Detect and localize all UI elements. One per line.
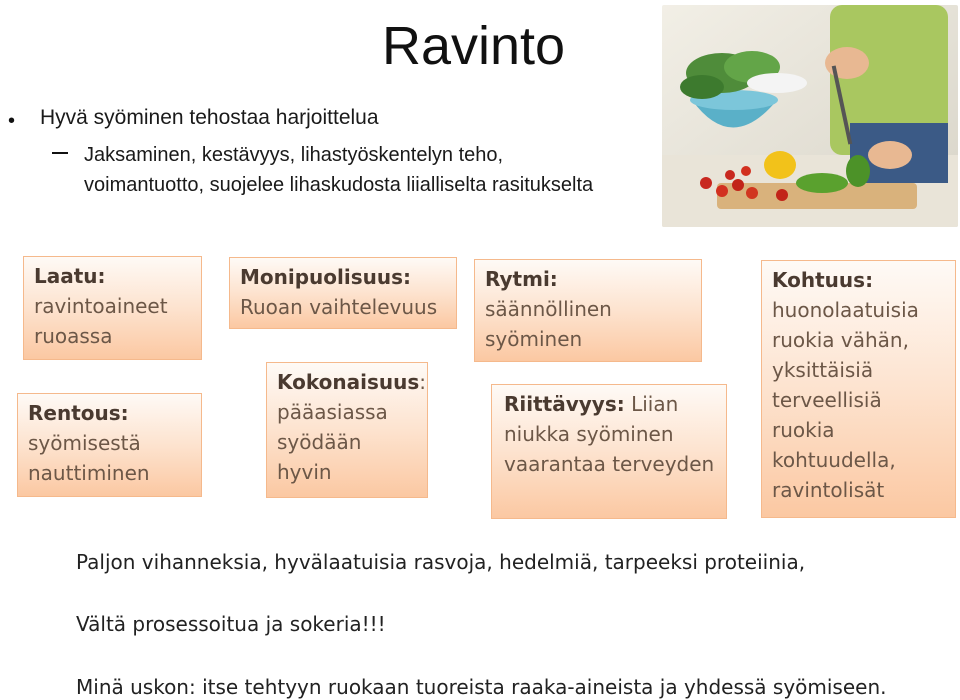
box-rentous	[17, 393, 202, 497]
box-kohtuus	[761, 260, 956, 518]
box-kokonaisuus-label: Kokonaisuus	[277, 370, 420, 394]
slide-title: Ravinto	[382, 16, 566, 76]
box-rentous-label: Rentous:	[28, 401, 129, 425]
cooking-photo	[662, 5, 958, 227]
bottom-line-1: Paljon vihanneksia, hyvälaatuisia rasvoja, hedelmiä, tarpeeksi proteiinia,	[76, 550, 806, 574]
box-kokonaisuus-text: pääasiassa syödään hyvin	[277, 400, 388, 484]
box-rytmi	[474, 259, 702, 362]
box-monipuolisuus-text: Ruoan vaihtelevuus	[240, 295, 438, 319]
box-riittavyys-text: Liian niukka syöminen vaarantaa terveyden	[504, 392, 715, 476]
box-kohtuus-text: huonolaatuisia ruokia vähän, yksittäisiä terveellisiä ruokia kohtuudella, ravintolisät	[772, 298, 919, 502]
box-monipuolisuus	[229, 257, 457, 329]
box-laatu-label: Laatu:	[34, 264, 106, 288]
bottom-line-2: Vältä prosessoitua ja sokeria!!!	[76, 612, 386, 636]
bullet-main: Hyvä syöminen tehostaa harjoittelua	[40, 106, 379, 129]
cooking-photo-illustration	[662, 5, 958, 227]
box-laatu-text: ravintoaineet ruoassa	[34, 294, 168, 348]
box-monipuolisuus-label: Monipuolisuus:	[240, 265, 412, 289]
box-riittavyys-label: Riittävyys:	[504, 392, 625, 416]
box-rytmi-label: Rytmi:	[485, 267, 558, 291]
bottom-line-3: Minä uskon: itse tehtyyn ruokaan tuoreista raaka-aineista ja yhdessä syömiseen.	[76, 675, 887, 699]
box-laatu	[23, 256, 202, 360]
box-riittavyys	[491, 384, 727, 519]
dash-icon	[52, 152, 68, 154]
bullet-sub: Jaksaminen, kestävyys, lihastyöskentelyn teho, voimantuotto, suojelee lihaskudosta liialliselta rasitukselta	[84, 144, 594, 196]
bullet-dot-icon: •	[8, 110, 16, 132]
box-rytmi-text: säännöllinen syöminen	[485, 297, 612, 351]
box-kohtuus-label: Kohtuus:	[772, 268, 874, 292]
box-rentous-text: syömisestä nauttiminen	[28, 431, 150, 485]
box-kokonaisuus-colon: :	[419, 370, 427, 394]
box-kokonaisuus	[266, 362, 428, 498]
